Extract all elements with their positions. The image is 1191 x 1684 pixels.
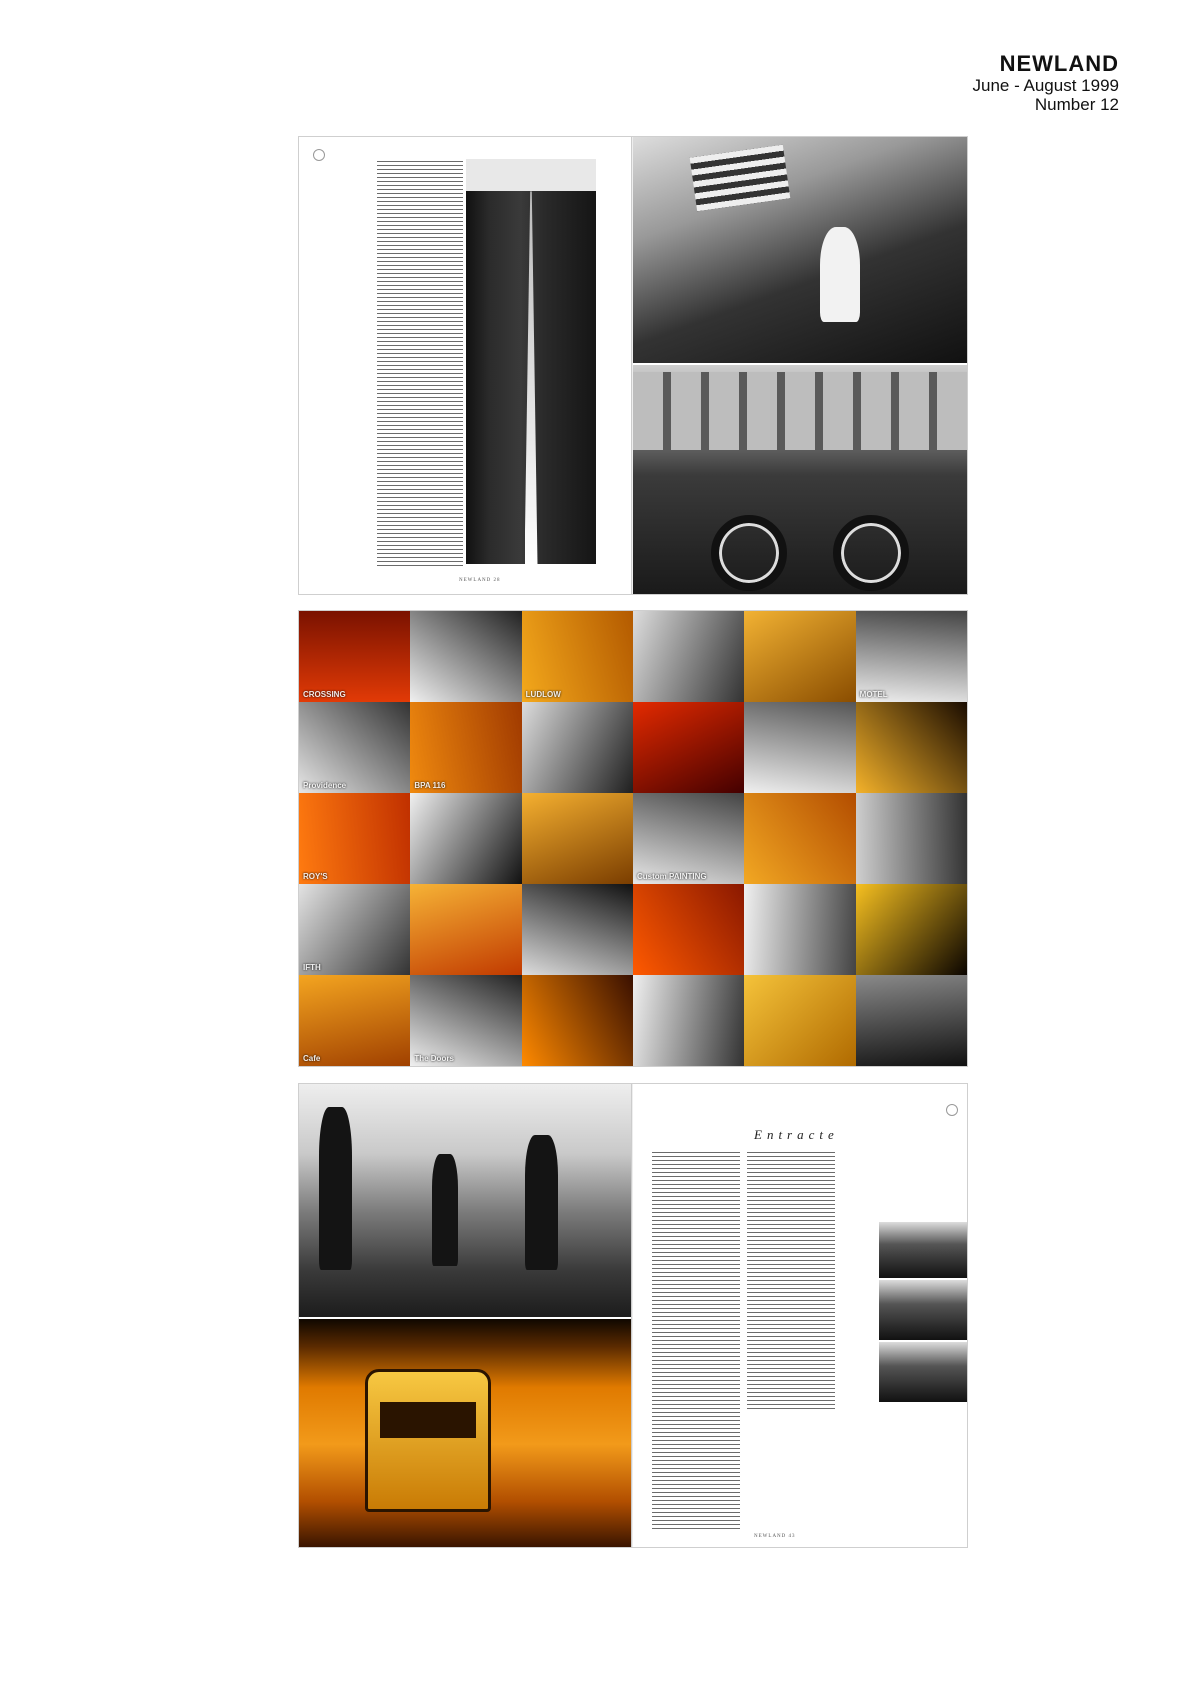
page-ornament-icon (313, 149, 325, 161)
mosaic-photo-butte-red (633, 702, 744, 793)
spine (631, 1084, 633, 1547)
mosaic-photo-chrome (522, 884, 633, 975)
mosaic-photo-license-plate (410, 702, 521, 793)
mosaic-photo-bridge (410, 611, 521, 702)
section-heading: Entracte (754, 1127, 839, 1142)
mosaic-photo-roys-cafe (299, 793, 410, 884)
spread-road-flag (299, 137, 967, 594)
article-text-column-1 (652, 1152, 740, 1532)
mosaic-photo-laughing-man (744, 975, 855, 1066)
mosaic-photo-the-doors (410, 975, 521, 1066)
mosaic-photo-diner (299, 702, 410, 793)
mosaic-caption: Providence (303, 781, 347, 790)
magazine-header (972, 52, 1119, 114)
mosaic-photo-neon-sign (856, 884, 967, 975)
mosaic-caption: The Doors (414, 1054, 454, 1063)
photo-mosaic (299, 611, 967, 1066)
mosaic-caption: LUDLOW (525, 690, 561, 699)
mosaic-caption: MOTEL (859, 690, 888, 699)
mosaic-photo-motel-sign (856, 611, 967, 702)
bikers-photo (299, 1084, 631, 1317)
left-page-footer: NEWLAND 28 (459, 578, 501, 583)
mosaic-photo-apartment (633, 975, 744, 1066)
flag-photo (633, 137, 967, 363)
mosaic-caption: ROY'S (303, 872, 328, 881)
mosaic-caption: Custom PAINTING (637, 872, 707, 881)
mosaic-photo-jeans (744, 702, 855, 793)
mosaic-caption: BPA 116 (414, 781, 446, 790)
mosaic-photo-cafe-sign (299, 975, 410, 1066)
sidebar-photo-street (879, 1280, 967, 1340)
mosaic-photo-kiss (410, 793, 521, 884)
mosaic-photo-barstow-sign (522, 611, 633, 702)
article-text-column (377, 161, 463, 566)
issue-number: Number 12 (1034, 95, 1119, 114)
mosaic-photo-car (522, 793, 633, 884)
magazine-title: NEWLAND (999, 51, 1119, 76)
mosaic-photo-shop-night (856, 702, 967, 793)
page-ornament-icon (946, 1104, 958, 1116)
mosaic-photo-old-truck (744, 793, 855, 884)
mosaic-caption: CROSSING (303, 690, 346, 699)
mosaic-photo-storefront (522, 702, 633, 793)
motorcycle-photo (633, 365, 967, 594)
mosaic-photo-trailer-night (856, 975, 967, 1066)
mosaic-caption: Cafe (303, 1054, 321, 1063)
right-page-footer: NEWLAND 43 (754, 1534, 796, 1539)
issue-dates: June - August 1999 (972, 76, 1119, 95)
mosaic-photo-crossing-sign (299, 611, 410, 702)
mosaic-photo-custom-painting (633, 793, 744, 884)
mosaic-photo-fifth-street (299, 884, 410, 975)
sidebar-photo-car (879, 1342, 967, 1402)
mosaic-photo-portrait (633, 611, 744, 702)
mosaic-photo-man-hat (744, 884, 855, 975)
sidebar-photo-tattoo (879, 1222, 967, 1278)
school-bus-photo (299, 1319, 631, 1547)
article-text-column-2 (747, 1152, 835, 1412)
mosaic-photo-chicken (744, 611, 855, 702)
mosaic-photo-canyon (633, 884, 744, 975)
mosaic-photo-train (856, 793, 967, 884)
mosaic-photo-palms (522, 975, 633, 1066)
road-photo (466, 159, 596, 564)
spread-entracte (299, 1084, 967, 1547)
mosaic-caption: IFTH (303, 963, 321, 972)
mosaic-photo-monument (410, 884, 521, 975)
spread-mosaic (299, 611, 967, 1066)
